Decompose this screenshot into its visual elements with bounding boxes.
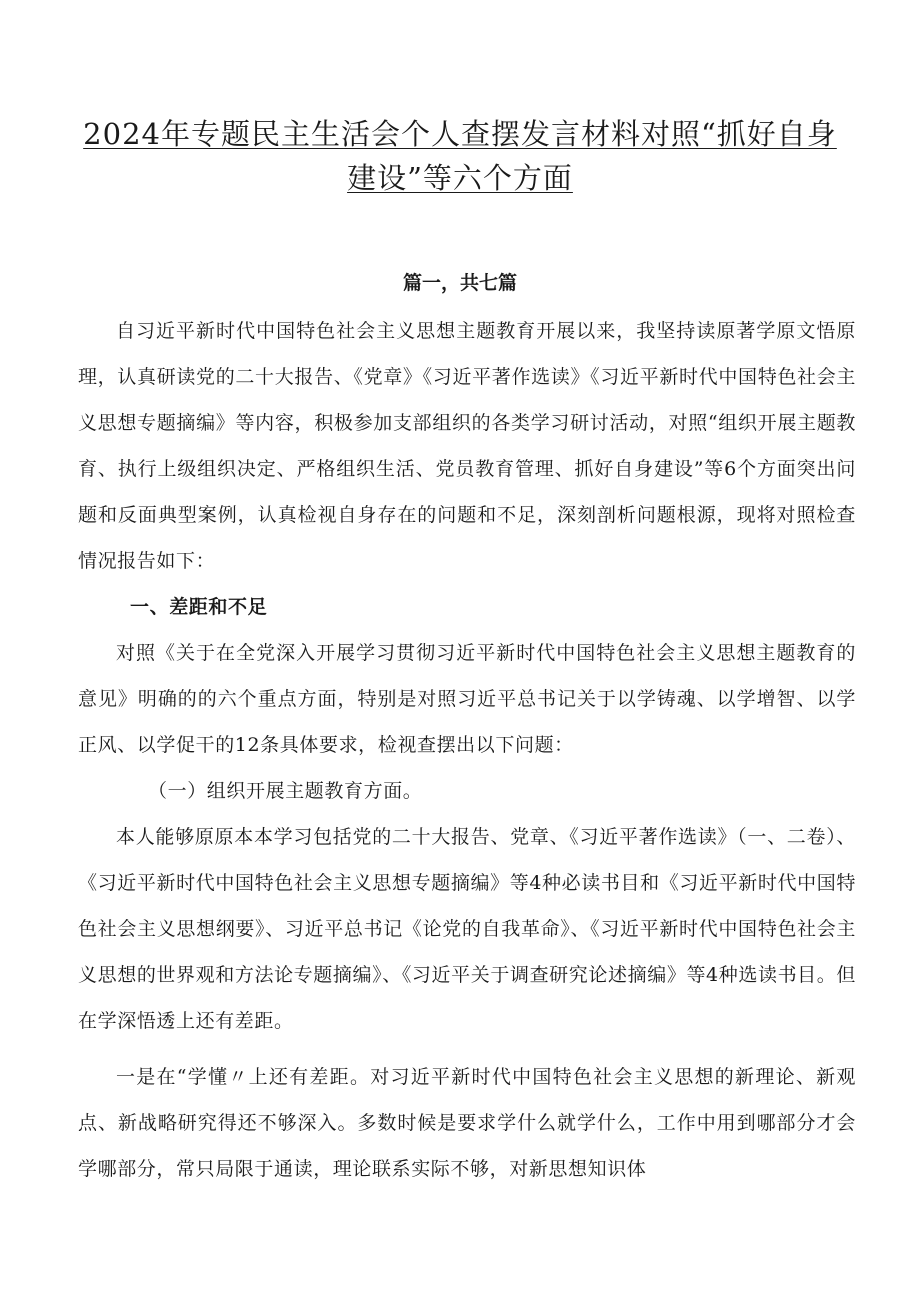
section-heading-gaps: 一、差距和不足	[130, 596, 268, 618]
chapter-heading: 篇一，共七篇	[402, 272, 517, 294]
intro-paragraph: 自习近平新时代中国特色社会主义思想主题教育开展以来，我坚持读原著学原文悟原理，认真研读党的二十大报告、《党章》《习近平著作选读》《习近平新时代中国特色社会主义思想专题摘编》等内容，积极参加支部组织的各类学习研讨活动，对照“组织开展主题教育、执行上级组织决定、严格组织生活、党员教育管理、抓好自身建设”等6个方面突出问题和反面典型案例，认真检视自身存在的问题和不足，深刻剖析问题根源，现将对照检查情况报告如下：	[78, 320, 856, 572]
document-title	[70, 112, 850, 200]
subsection-heading-theme-education: （一）组织开展主题教育方面。	[148, 780, 423, 802]
subsection-paragraph-theme-education: 本人能够原原本本学习包括党的二十大报告、党章、《习近平著作选读》（一、二卷）、《习近平新时代中国特色社会主义思想专题摘编》等4种必读书目和《习近平新时代中国特色社会主义思想纲要》、习近平总书记《论党的自我革命》、《习近平新时代中国特色社会主义思想的世界观和方法论专题摘编》、《习近平关于调查研究论述摘编》等4种选读书目。但在学深悟透上还有差距。	[78, 826, 856, 1032]
point-paragraph-understanding: 一是在“学懂〃上还有差距。对习近平新时代中国特色社会主义思想的新理论、新观点、新战略研究得还不够深入。多数时候是要求学什么就学什么，工作中用到哪部分才会学哪部分，常只局限于通读，理论联系实际不够，对新思想知识体	[78, 1066, 856, 1180]
document-title-text: 2024年专题民主生活会个人查摆发言材料对照“抓好自身建设”等六个方面	[83, 117, 837, 195]
section-paragraph-gaps: 对照《关于在全党深入开展学习贯彻习近平新时代中国特色社会主义思想主题教育的意见》明确的的六个重点方面，特别是对照习近平总书记关于以学铸魂、以学增智、以学正风、以学促干的12条具体要求，检视查摆出以下问题：	[78, 642, 856, 756]
document-body	[78, 308, 856, 1192]
